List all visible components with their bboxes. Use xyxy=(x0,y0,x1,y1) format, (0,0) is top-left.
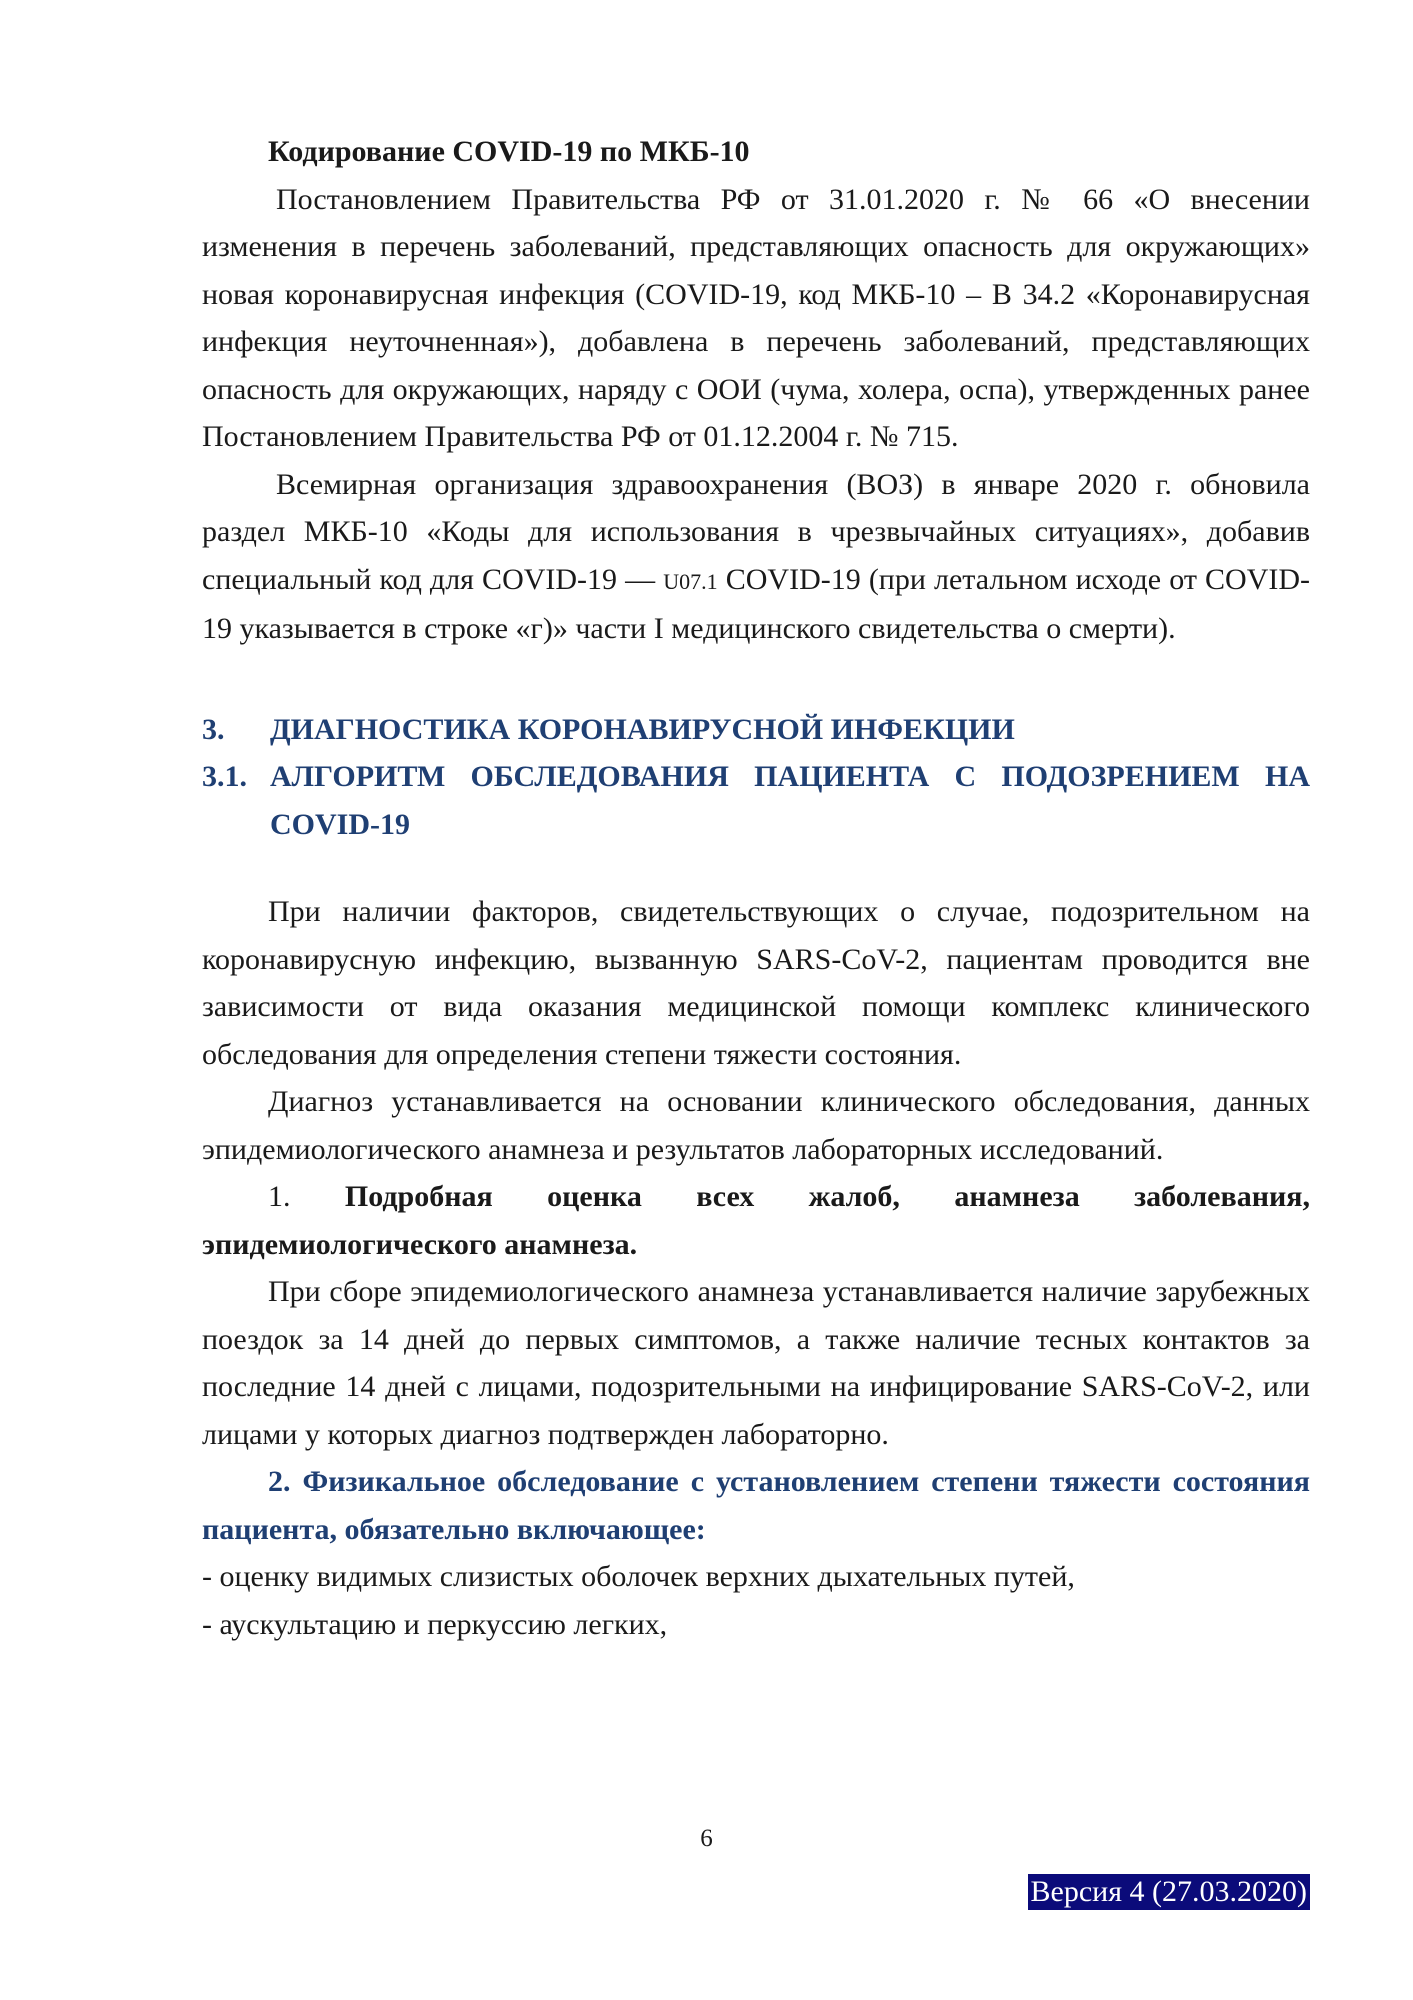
paragraph-epidemiological-history: При сборе эпидемиологического анамнеза устанавливается наличие зарубежных поездок за 14 дней до первых симптомов, а также наличие тесных контактов за последние 14 дней с лицами, подозрительными на инфицирование SARS-CoV-2, или лицами у которых диагноз подтвержден лабораторно. xyxy=(202,1275,1310,1451)
list-item-1-number: 1. xyxy=(268,1180,345,1213)
paragraph-government-decree: Постановлением Правительства РФ от 31.01.2020 г. № 66 «О внесении изменения в перечень заболеваний, представляющих опасность для окружающих» новая коронавирусная инфекция (COVID-19, код МКБ-10 – B 34.2 «Коронавирусная инфекция неуточненная»), добавлена в перечень заболеваний, представляющих опасность для окружающих, наряду с ООИ (чума, холера, оспа), утвержденных ранее Постановлением Правительства РФ от 01.12.2004 г. № 715. xyxy=(202,182,1310,453)
who-text-part2: COVID-19 (при летальном исходе от COVID-19 указывается в строке «г)» части I медицинского свидетельства о смерти). xyxy=(202,562,1311,645)
icd-code-u071: U07.1 xyxy=(663,568,718,594)
paragraph-diagnosis: Диагноз устанавливается на основании клинического обследования, данных эпидемиологического анамнеза и результатов лабораторных исследований. xyxy=(202,1085,1310,1166)
list-item-2: 2. Физикальное обследование с установлением степени тяжести состояния пациента, обязательно включающее: xyxy=(202,1465,1310,1546)
spacer xyxy=(202,653,1310,706)
who-text-part1: Всемирная организация здравоохранения (ВОЗ) в январе 2020 г. обновила раздел МКБ-10 «Коды для использования в чрезвычайных ситуациях», добавив специальный код для COVID-19 — xyxy=(202,467,1310,596)
list-item-1 xyxy=(202,1173,1310,1268)
paragraph-suspected-case: При наличии факторов, свидетельствующих о случае, подозрительном на коронавирусную инфекцию, вызванную SARS-CoV-2, пациентам проводится вне зависимости от вида оказания медицинской помощи комплекс клинического обследования для определения степени тяжести состояния. xyxy=(202,895,1310,1071)
section-3-number: 3. xyxy=(202,712,225,746)
section-3-1-heading xyxy=(202,753,1310,848)
icd-coding-heading: Кодирование COVID-19 по МКБ-10 xyxy=(268,135,750,168)
section-3-1-title: АЛГОРИТМ ОБСЛЕДОВАНИЯ ПАЦИЕНТА С ПОДОЗРЕНИЕМ НА COVID-19 xyxy=(270,760,1310,841)
section-3-1-number: 3.1. xyxy=(202,760,247,793)
bullet-item-mucosa: - оценку видимых слизистых оболочек верхних дыхательных путей, xyxy=(202,1560,1075,1593)
version-label: Версия 4 (27.03.2020) xyxy=(1028,1874,1310,1910)
section-3-heading xyxy=(202,706,1310,754)
paragraph-who-update xyxy=(202,461,1310,653)
section-3-title: ДИАГНОСТИКА КОРОНАВИРУСНОЙ ИНФЕКЦИИ xyxy=(270,712,1015,746)
spacer xyxy=(202,848,1310,888)
page-number: 6 xyxy=(700,1825,713,1852)
bullet-item-auscultation: - аускультацию и перкуссию легких, xyxy=(202,1607,668,1641)
document-page xyxy=(202,128,1310,1648)
list-item-1-text: Подробная оценка всех жалоб, анамнеза заболевания, эпидемиологического анамнеза. xyxy=(202,1180,1310,1261)
